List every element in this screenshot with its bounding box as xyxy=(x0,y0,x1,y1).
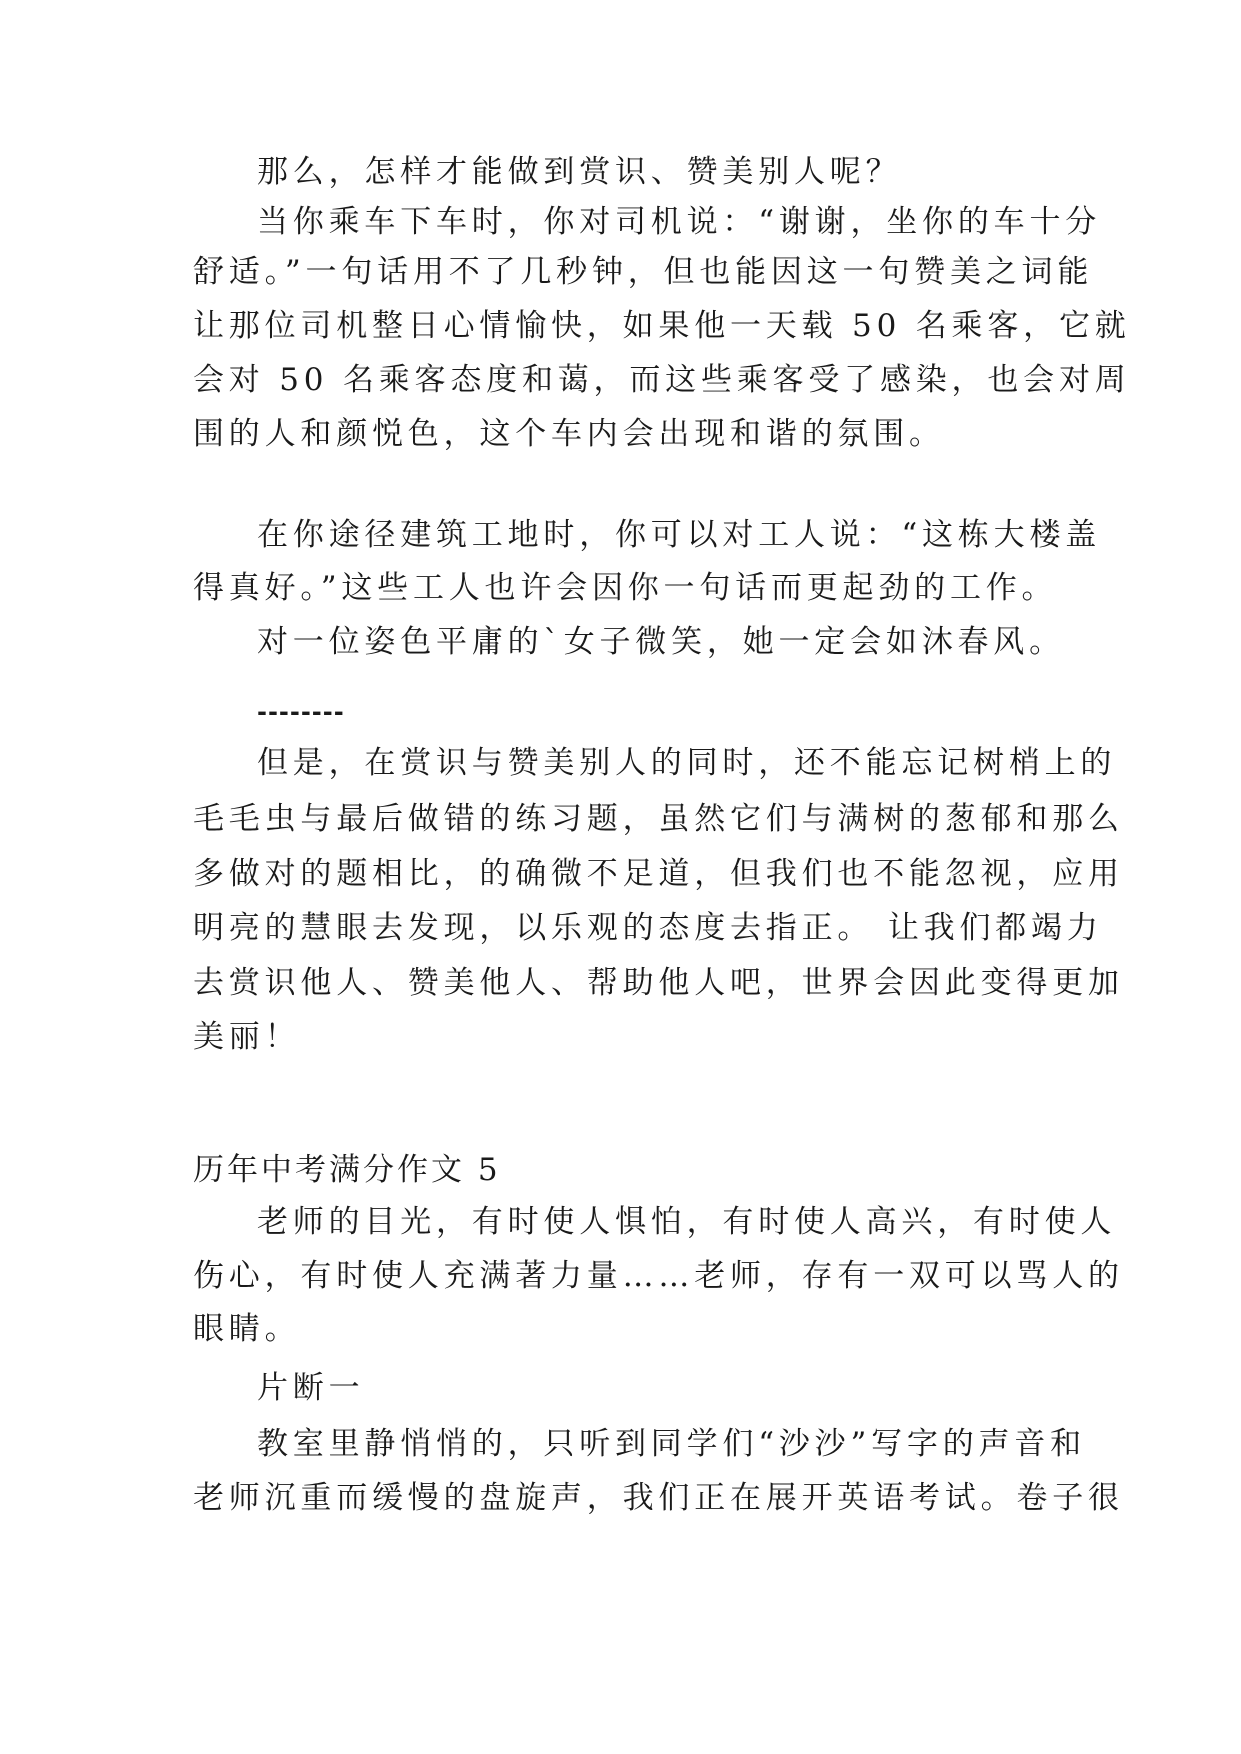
section-heading: 历年中考满分作文 5 xyxy=(193,1152,501,1188)
paragraph-line: 伤心，有时使人充满著力量……老师，存有一双可以骂人的 xyxy=(193,1258,1124,1294)
paragraph-line: 眼睛。 xyxy=(193,1311,301,1347)
paragraph-line: 去赏识他人、赞美他人、帮助他人吧，世界会因此变得更加 xyxy=(193,965,1124,1001)
paragraph-line: 毛毛虫与最后做错的练习题，虽然它们与满树的葱郁和那么 xyxy=(193,801,1124,837)
paragraph-line: 美丽！ xyxy=(193,1019,301,1055)
paragraph-line: 围的人和颜悦色，这个车内会出现和谐的氛围。 xyxy=(193,416,945,452)
paragraph-line: 老师的目光，有时使人惧怕，有时使人高兴，有时使人 xyxy=(257,1204,1117,1240)
paragraph-line: 但是，在赏识与赞美别人的同时，还不能忘记树梢上的 xyxy=(257,745,1117,781)
paragraph-line: 教室里静悄悄的，只听到同学们“沙沙”写字的声音和 xyxy=(257,1426,1086,1462)
paragraph-line: 明亮的慧眼去发现，以乐观的态度去指正。 让我们都竭力 xyxy=(193,910,1103,946)
paragraph-line: 会对 50 名乘客态度和蔼，而这些乘客受了感染，也会对周 xyxy=(193,362,1131,398)
paragraph-line: 让那位司机整日心情愉快，如果他一天载 50 名乘客，它就 xyxy=(193,308,1131,344)
paragraph-line: 多做对的题相比，的确微不足道，但我们也不能忽视，应用 xyxy=(193,856,1124,892)
subsection-label: 片断一 xyxy=(257,1370,365,1406)
paragraph-line: 老师沉重而缓慢的盘旋声，我们正在展开英语考试。卷子很 xyxy=(193,1480,1124,1516)
paragraph-line: 那么，怎样才能做到赏识、赞美别人呢？ xyxy=(257,154,902,190)
paragraph-line: 得真好。”这些工人也许会因你一句话而更起劲的工作。 xyxy=(193,570,1058,606)
paragraph-line: 在你途径建筑工地时，你可以对工人说：“这栋大楼盖 xyxy=(257,517,1102,553)
paragraph-line: 当你乘车下车时，你对司机说：“谢谢，坐你的车十分 xyxy=(257,204,1102,240)
paragraph-line: 舒适。”一句话用不了几秒钟，但也能因这一句赞美之词能 xyxy=(193,254,1094,290)
separator-dashes: -------- xyxy=(257,698,345,726)
paragraph-line: 对一位姿色平庸的`女子微笑，她一定会如沐春风。 xyxy=(257,624,1065,660)
